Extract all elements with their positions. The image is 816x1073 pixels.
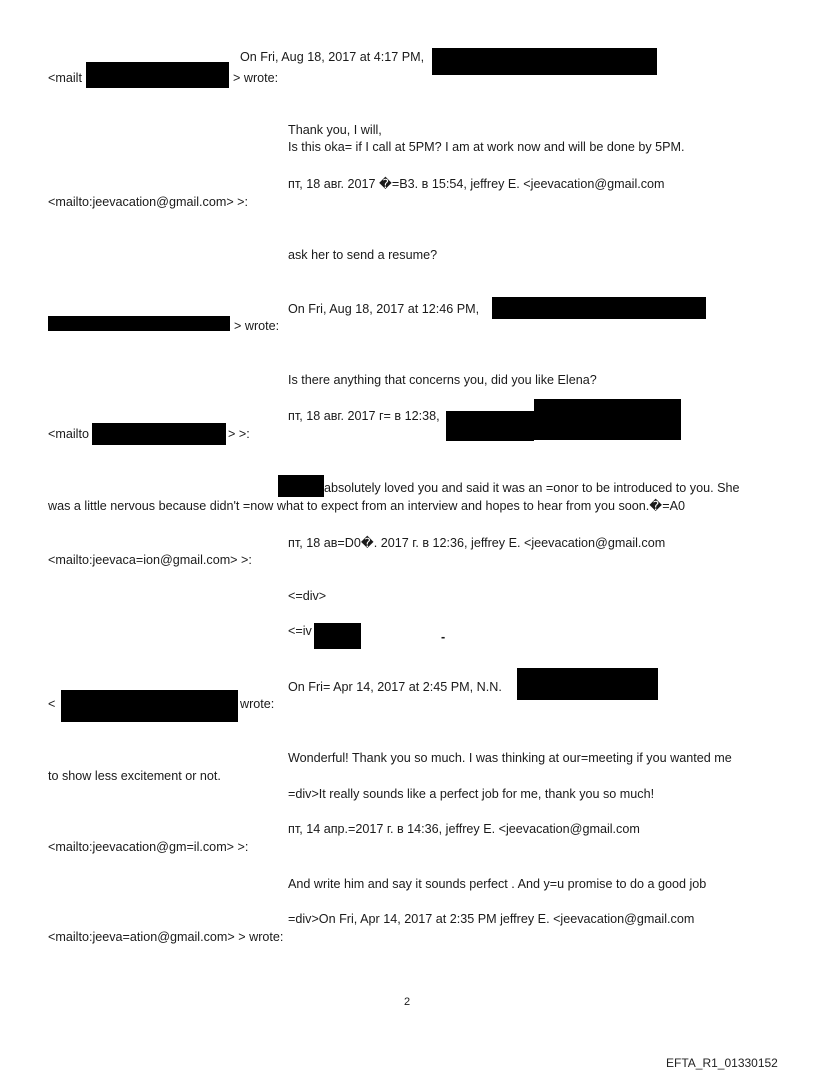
email-header-text: On Fri, Aug 18, 2017 at 4:17 PM, — [240, 50, 425, 64]
body-text: to show less excitement or not. — [48, 769, 221, 783]
wrote-text: wrote: — [240, 697, 275, 711]
html-fragment-text: <=div> — [288, 589, 327, 603]
html-fragment-text: <=iv — [288, 624, 312, 638]
mailto-text: <mailto — [48, 427, 89, 441]
quoted-header-text: пт, 14 апр.=2017 г. в 14:36, jeffrey E. <jeevacation@gmail.com — [288, 822, 640, 836]
redaction-box — [446, 411, 534, 441]
body-text: Wonderful! Thank you so much. I was thinking at our=meeting if you wanted me — [288, 751, 732, 765]
mailto-text: <mailto:jeeva=ation@gmail.com> > wrote: — [48, 930, 284, 944]
document-id: EFTA_R1_01330152 — [666, 1056, 778, 1070]
wrote-text: > >: — [228, 427, 250, 441]
body-text: absolutely loved you and said it was an =onor to be introduced to you. She — [324, 481, 740, 495]
mailto-text: <mailto:jeevaca=ion@gmail.com> >: — [48, 553, 252, 567]
redaction-box — [278, 475, 324, 497]
redaction-box — [92, 423, 226, 445]
body-text: ask her to send a resume? — [288, 248, 438, 262]
body-text: was a little nervous because didn't =now what to expect from an interview and hopes to hear from you soon.�=A0 — [48, 499, 685, 513]
redaction-box — [86, 62, 229, 88]
dash-mark: - — [441, 630, 446, 644]
redaction-box — [61, 690, 238, 722]
quoted-header-text: пт, 18 авг. 2017 г= в 12:38, — [288, 409, 440, 423]
wrote-text: > wrote: — [234, 319, 280, 333]
body-text: And write him and say it sounds perfect . And y=u promise to do a good job — [288, 877, 707, 891]
wrote-text: > wrote: — [233, 71, 279, 85]
email-header-text: On Fri, Aug 18, 2017 at 12:46 PM, — [288, 302, 480, 316]
body-text: =div>It really sounds like a perfect job for me, thank you so much! — [288, 787, 655, 801]
quoted-header-text: пт, 18 авг. 2017 �=B3. в 15:54, jeffrey E. <jeevacation@gmail.com — [288, 177, 665, 191]
body-text: Is this oka= if I call at 5PM? I am at work now and will be done by 5PM. — [288, 140, 685, 154]
email-header-text: On Fri= Apr 14, 2017 at 2:45 PM, N.N. — [288, 680, 502, 694]
body-text: Thank you, I will, — [288, 123, 382, 137]
redaction-box — [314, 623, 361, 649]
page-number: 2 — [404, 996, 411, 1008]
redaction-box — [534, 399, 681, 440]
mailto-text: < — [48, 697, 56, 711]
redaction-box — [48, 316, 230, 331]
redaction-box — [432, 48, 657, 75]
redaction-box — [517, 668, 658, 700]
body-text: Is there anything that concerns you, did you like Elena? — [288, 373, 597, 387]
mailto-text: <mailt — [48, 71, 82, 85]
quoted-header-text: пт, 18 ав=D0�. 2017 г. в 12:36, jeffrey E. <jeevacation@gmail.com — [288, 536, 666, 550]
redaction-box — [492, 297, 706, 319]
mailto-text: <mailto:jeevacation@gmail.com> >: — [48, 195, 249, 209]
mailto-text: <mailto:jeevacation@gm=il.com> >: — [48, 840, 249, 854]
quoted-header-text: =div>On Fri, Apr 14, 2017 at 2:35 PM jeffrey E. <jeevacation@gmail.com — [288, 912, 695, 926]
